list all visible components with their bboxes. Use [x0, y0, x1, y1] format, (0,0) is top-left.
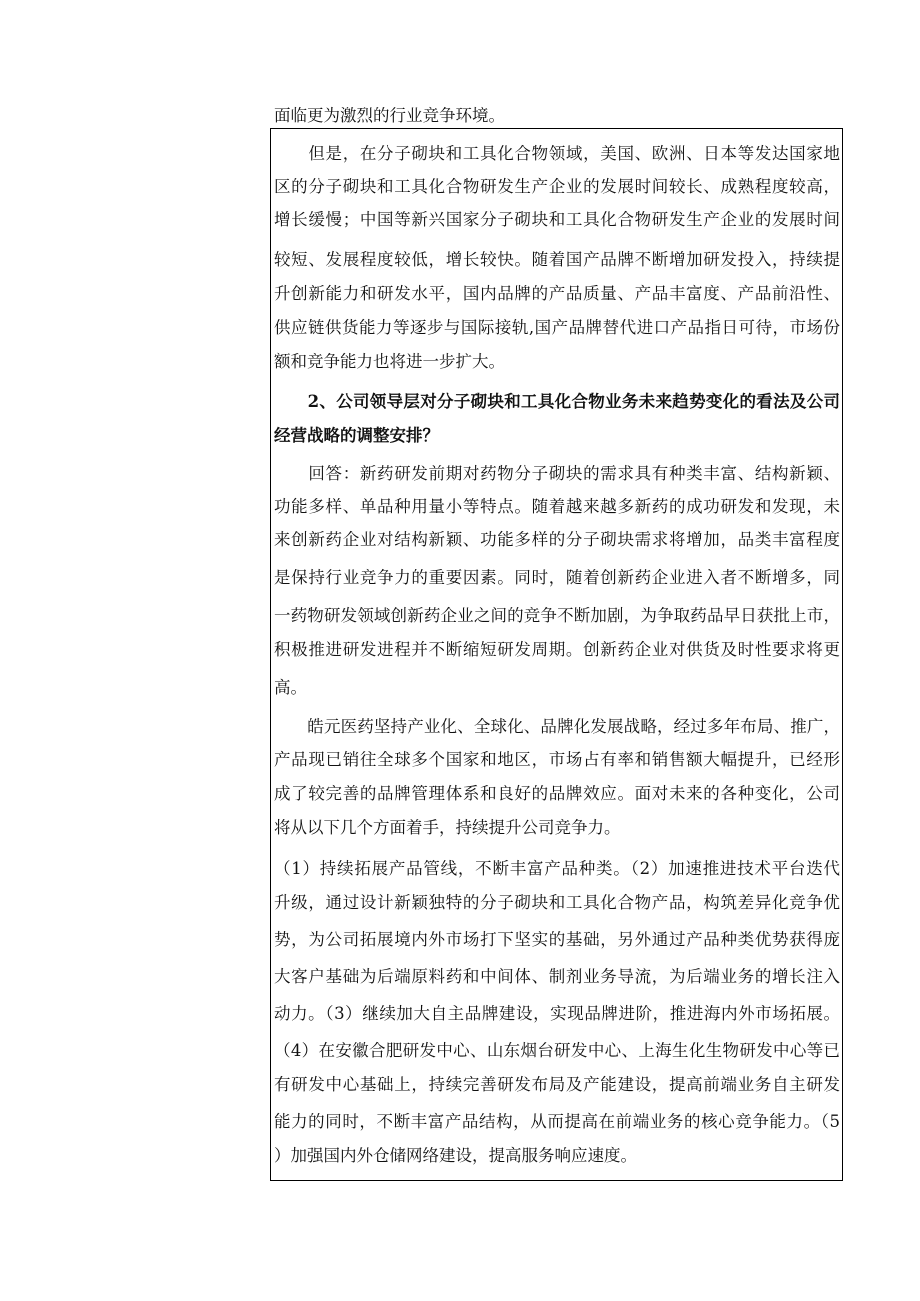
text-line: 积极推进研发进程并不断缩短研发周期。创新药企业对供货及时性要求将更	[274, 640, 840, 659]
text-line: （1）持续拓展产品管线，不断丰富产品种类。（2）加速推进技术平台迭代	[274, 859, 840, 878]
text-line: 供应链供货能力等逐步与国际接轨,国产品牌替代进口产品指日可待，市场份	[274, 318, 840, 337]
text-line: 产品现已销往全球多个国家和地区，市场占有率和销售额大幅提升，已经形	[274, 750, 840, 769]
carryover-text: 面临更为激烈的行业竞争环境。	[274, 106, 505, 125]
text-line: 能力的同时，不断丰富产品结构，从而提高在前端业务的核心竞争能力。（5	[274, 1112, 840, 1131]
text-line: 来创新药企业对结构新颖、功能多样的分子砌块需求将增加，品类丰富程度	[274, 530, 840, 549]
text-line: 经营战略的调整安排？	[274, 426, 439, 445]
text-line: 区的分子砌块和工具化合物研发生产企业的发展时间较长、成熟程度较高，	[274, 177, 840, 196]
text-line: 大客户基础为后端原料药和中间体、制剂业务导流，为后端业务的增长注入	[274, 967, 840, 986]
text-line: 皓元医药坚持产业化、全球化、品牌化发展战略，经过多年布局、推广，	[274, 717, 840, 736]
text-line: 回答：新药研发前期对药物分子砌块的需求具有种类丰富、结构新颖、	[274, 464, 840, 483]
text-line: 将从以下几个方面着手，持续提升公司竞争力。	[274, 818, 621, 837]
text-line: 势，为公司拓展境内外市场打下坚实的基础，另外通过产品种类优势获得庞	[274, 930, 840, 949]
text-line: 但是，在分子砌块和工具化合物领域，美国、欧洲、日本等发达国家地	[274, 144, 840, 163]
text-line: 一药物研发领域创新药企业之间的竞争不断加剧，为争取药品早日获批上市，	[274, 606, 840, 625]
text-line: 功能多样、单品种用量小等特点。随着越来越多新药的成功研发和发现，未	[274, 497, 840, 516]
text-line: ）加强国内外仓储网络建设，提高服务响应速度。	[274, 1146, 637, 1165]
text-line: 动力。（3）继续加大自主品牌建设，实现品牌进阶，推进海内外市场拓展。	[274, 1004, 840, 1023]
text-line: （4）在安徽合肥研发中心、山东烟台研发中心、上海生化生物研发中心等已	[274, 1041, 840, 1060]
text-line: 升创新能力和研发水平，国内品牌的产品质量、产品丰富度、产品前沿性、	[274, 284, 840, 303]
text-line: 额和竞争能力也将进一步扩大。	[274, 352, 505, 371]
text-line: 是保持行业竞争力的重要因素。同时，随着创新药企业进入者不断增多，同	[274, 568, 840, 587]
text-line: 升级，通过设计新颖独特的分子砌块和工具化合物产品，构筑差异化竞争优	[274, 893, 840, 912]
text-line: 有研发中心基础上，持续完善研发布局及产能建设，提高前端业务自主研发	[274, 1075, 840, 1094]
text-line: 较短、发展程度较低，增长较快。随着国产品牌不断增加研发投入，持续提	[274, 250, 840, 269]
text-line: 增长缓慢；中国等新兴国家分子砌块和工具化合物研发生产企业的发展时间	[274, 210, 840, 229]
text-line: 高。	[274, 678, 307, 697]
text-line: 成了较完善的品牌管理体系和良好的品牌效应。面对未来的各种变化，公司	[274, 784, 840, 803]
text-line: 2、公司领导层对分子砌块和工具化合物业务未来趋势变化的看法及公司	[274, 392, 840, 411]
